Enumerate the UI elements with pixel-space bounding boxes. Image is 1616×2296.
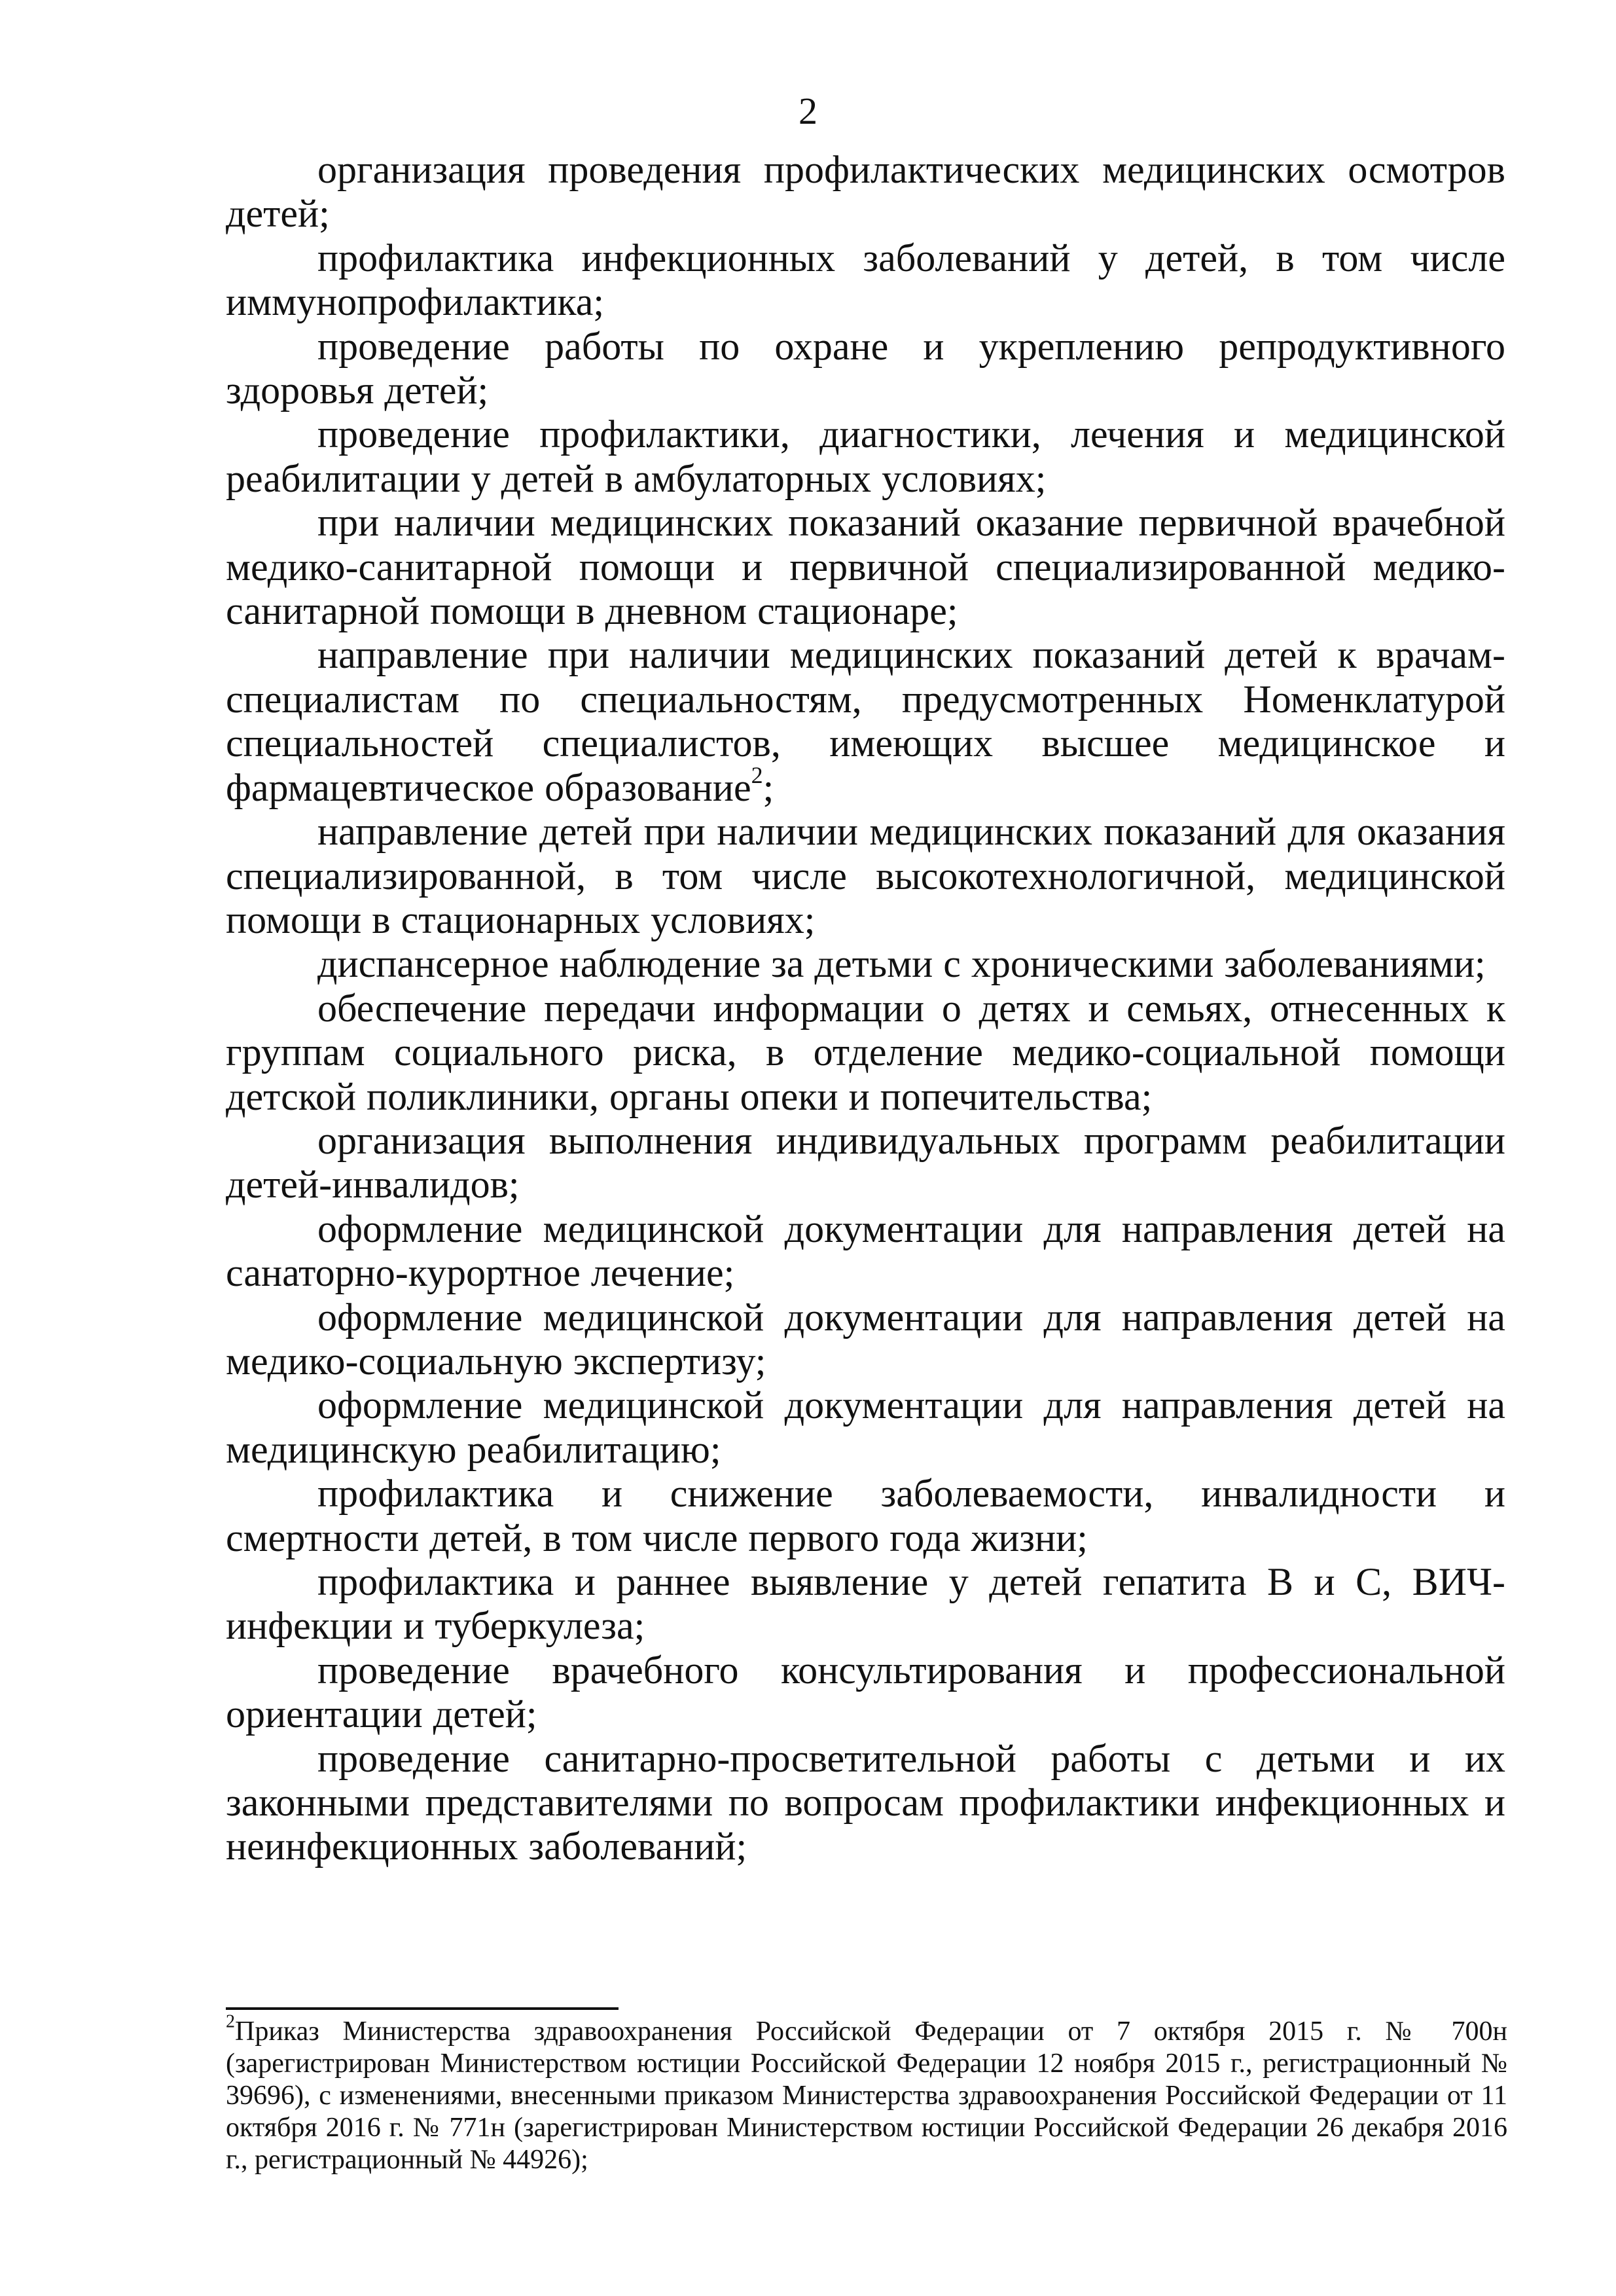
footnote-text: Приказ Министерства здравоохранения Российской Федерации от 7 октября 2015 г. № 700н (зарегистрирован Министерством юстиции Российской Федерации 12 ноября 2015 г., регистрационный № 39696), с изменениями, внесенными приказом Министерства здравоохранения Российской Федерации от 11 октября 2016 г. № 771н (зарегистрирован Министерством юстиции Российской Федерации 26 декабря 2016 г., регистрационный № 44926); — [226, 2016, 1507, 2175]
footnote-marker: 2 — [226, 2011, 235, 2032]
footnote — [226, 2011, 1507, 2176]
list-item-text: направление при наличии медицинских показаний детей к врачам-специалистам по специальностям, предусмотренных Номенклатурой специальностей специалистов, имеющих высшее медицинское и фармацевтическое образование — [226, 633, 1505, 809]
list-item: проведение профилактики, диагностики, лечения и медицинской реабилитации у детей в амбулаторных условиях; — [226, 412, 1505, 500]
list-item: проведение санитарно-просветительной работы с детьми и их законными представителями по вопросам профилактики инфекционных и неинфекционных заболеваний; — [226, 1736, 1505, 1868]
list-item: оформление медицинской документации для направления детей на медицинскую реабилитацию; — [226, 1383, 1505, 1471]
page-number: 2 — [799, 90, 817, 132]
list-item — [226, 633, 1505, 810]
footnote-divider — [226, 2007, 619, 2010]
body-text — [226, 148, 1505, 1869]
list-item: организация проведения профилактических медицинских осмотров детей; — [226, 148, 1505, 236]
footnote-reference: 2 — [751, 761, 763, 788]
list-item: проведение работы по охране и укреплению репродуктивного здоровья детей; — [226, 324, 1505, 412]
list-item: профилактика инфекционных заболеваний у детей, в том числе иммунопрофилактика; — [226, 236, 1505, 324]
list-item-punctuation: ; — [763, 765, 774, 809]
list-item: диспансерное наблюдение за детьми с хроническими заболеваниями; — [317, 942, 1486, 986]
list-item: организация выполнения индивидуальных программ реабилитации детей-инвалидов; — [226, 1118, 1505, 1207]
list-item: при наличии медицинских показаний оказание первичной врачебной медико-санитарной помощи и первичной специализированной медико-санитарной помощи в дневном стационаре; — [226, 501, 1505, 633]
list-item: оформление медицинской документации для направления детей на санаторно-курортное лечение; — [226, 1207, 1505, 1295]
list-item: оформление медицинской документации для направления детей на медико-социальную экспертизу; — [226, 1295, 1505, 1383]
list-item: профилактика и снижение заболеваемости, инвалидности и смертности детей, в том числе первого года жизни; — [226, 1472, 1505, 1559]
list-item: направление детей при наличии медицинских показаний для оказания специализированной, в том числе высокотехнологичной, медицинской помощи в стационарных условиях; — [226, 810, 1505, 941]
list-item: обеспечение передачи информации о детях и семьях, отнесенных к группам социального риска, в отделение медико-социальной помощи детской поликлиники, органы опеки и попечительства; — [226, 986, 1505, 1118]
list-item: проведение врачебного консультирования и профессиональной ориентации детей; — [226, 1648, 1505, 1736]
list-item: профилактика и раннее выявление у детей гепатита В и С, ВИЧ-инфекции и туберкулеза; — [226, 1560, 1505, 1648]
